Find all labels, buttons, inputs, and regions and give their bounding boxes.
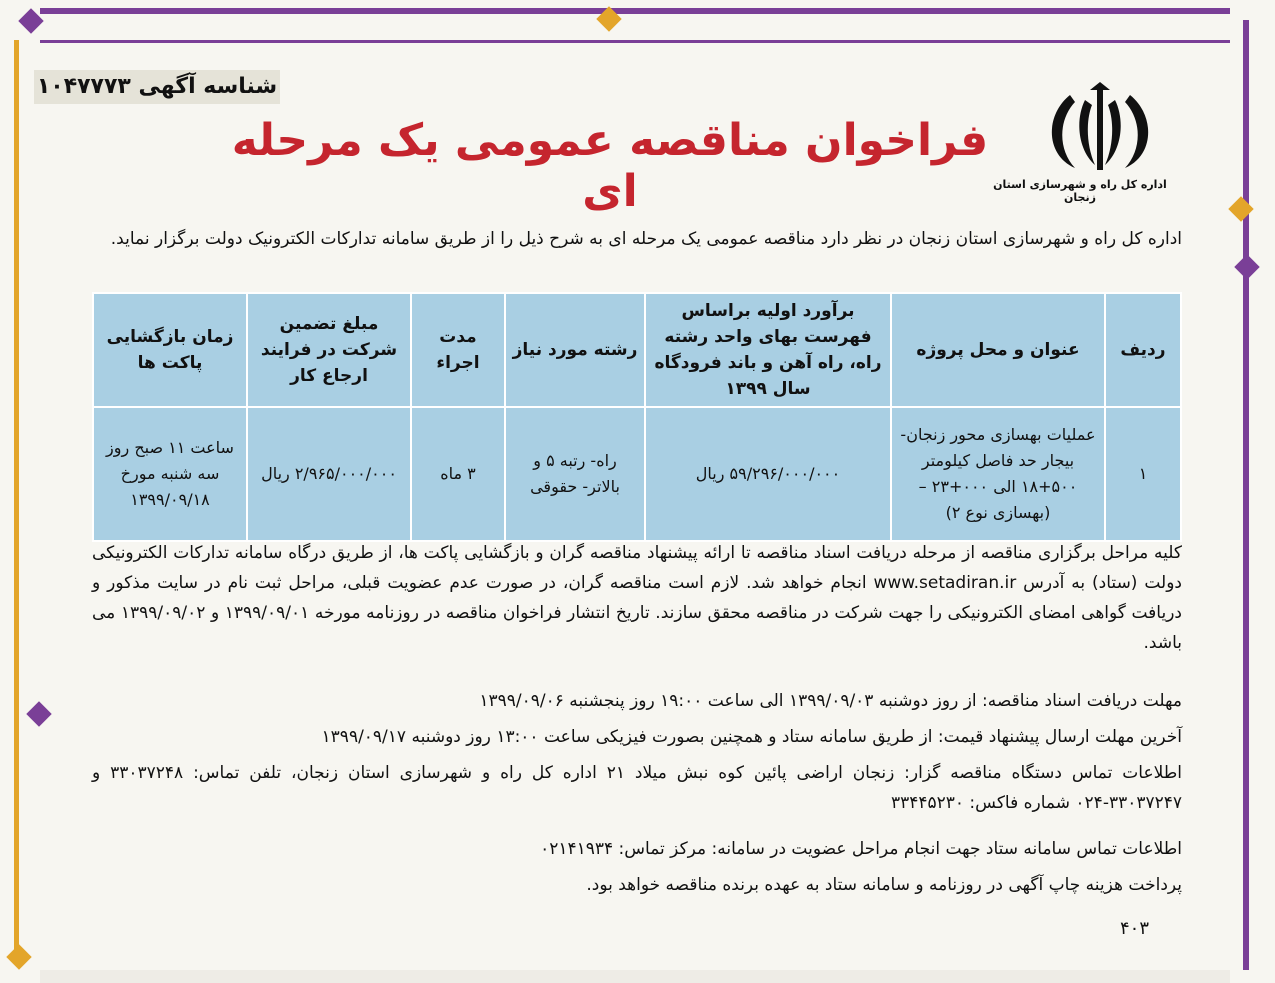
paragraph-fees: پرداخت هزینه چاپ آگهی در روزنامه و سامانه ستاد به عهده برنده مناقصه خواهد بود. [586, 875, 1182, 895]
col-header-project: عنوان و محل پروژه [891, 293, 1105, 407]
paragraph-contact: اطلاعات تماس دستگاه مناقصه گزار: زنجان اراضی پائین کوه نبش میلاد ۲۱ اداره کل راه و شهرسازی استان زنجان، تلفن تماس: ۳۳۰۳۷۲۴۸ و ۳۳۰۳۷۲۴۷-۰۲۴ شماره فاکس: ۳۳۴۴۵۲۳۰ [92, 763, 1182, 813]
table-row [93, 407, 1181, 541]
col-header-duration: مدت اجراء [411, 293, 505, 407]
agency-name: اداره کل راه و شهرسازی استان زنجان [993, 178, 1167, 204]
cell-field: راه- رتبه ۵ و بالاتر- حقوقی [505, 407, 645, 541]
intro-text: اداره کل راه و شهرسازی استان زنجان در نظر دارد مناقصه عمومی یک مرحله ای به شرح ذیل را از طریق سامانه تدارکات الکترونیک دولت برگزار نماید. [110, 229, 1182, 249]
ornament-icon [1228, 196, 1253, 221]
tender-table [92, 292, 1182, 542]
ornament-icon [26, 701, 51, 726]
ornament-icon [6, 944, 31, 969]
page-title: فراخوان مناقصه عمومی یک مرحله ای [231, 115, 989, 217]
cell-opening: ساعت ۱۱ صبح روز سه شنبه مورخ ۱۳۹۹/۰۹/۱۸ [93, 407, 247, 541]
col-header-row-number: ردیف [1105, 293, 1181, 407]
cell-estimate: ۵۹/۲۹۶/۰۰۰/۰۰۰ ریال [645, 407, 891, 541]
paragraph-procedure: کلیه مراحل برگزاری مناقصه از مرحله دریافت اسناد مناقصه تا ارائه پیشنهاد مناقصه گران و بازگشایی پاکت ها، از طریق درگاه سامانه تدارکات الکترونیکی دولت (ستاد) به آدرس www.setadiran.ir انجام خواهد شد. لازم است مناقصه گران، در صورت عدم عضویت قبلی، مراحل ثبت نام در سایت مذکور و دریافت گواهی امضای الکترونیکی را جهت شرکت در مناقصه محقق سازند. تاریخ انتشار فراخوان مناقصه در روزنامه مورخه ۱۳۹۹/۰۹/۰۱ و ۱۳۹۹/۰۹/۰۲ می باشد. [92, 543, 1183, 653]
cell-row-number: ۱ [1105, 407, 1181, 541]
cell-duration: ۳ ماه [411, 407, 505, 541]
right-border [1243, 20, 1249, 970]
left-border [14, 40, 19, 960]
col-header-opening: زمان بازگشایی پاکت ها [93, 293, 247, 407]
bottom-strip [40, 970, 1230, 983]
col-header-guarantee: مبلغ تضمین شرکت در فرایند ارجاع کار [247, 293, 411, 407]
iran-emblem-icon [1040, 80, 1160, 180]
cell-project: عملیات بهسازی محور زنجان- بیجار حد فاصل کیلومتر ۵۰۰+۱۸ الی ۰۰۰+۲۳ – (بهسازی نوع ۲) [891, 407, 1105, 541]
col-header-estimate: برآورد اولیه براساس فهرست بهای واحد رشته راه، راه آهن و باند فرودگاه سال ۱۳۹۹ [645, 293, 891, 407]
top-border [40, 8, 1230, 14]
top-border-inner [40, 40, 1230, 43]
col-header-field: رشته مورد نیاز [505, 293, 645, 407]
paragraph-document-deadline: مهلت دریافت اسناد مناقصه: از روز دوشنبه ۱۳۹۹/۰۹/۰۳ الی ساعت ۱۹:۰۰ روز پنجشنبه ۱۳۹۹/۰۹/۰۶ [479, 691, 1182, 711]
cell-guarantee: ۲/۹۶۵/۰۰۰/۰۰۰ ریال [247, 407, 411, 541]
ornament-icon [1234, 254, 1259, 279]
paragraph-bid-deadline: آخرین مهلت ارسال پیشنهاد قیمت: از طریق سامانه ستاد و همچنین بصورت فیزیکی ساعت ۱۳:۰۰ روز دوشنبه ۱۳۹۹/۰۹/۱۷ [321, 727, 1182, 747]
paragraph-setad-contact: اطلاعات تماس سامانه ستاد جهت انجام مراحل عضویت در سامانه: مرکز تماس: ۰۲۱۴۱۹۳۴ [540, 839, 1182, 859]
page-number: ۴۰۳ [1120, 918, 1150, 939]
ad-id: شناسه آگهی ۱۰۴۷۷۷۳ [34, 70, 280, 104]
table-header-row [93, 293, 1181, 407]
